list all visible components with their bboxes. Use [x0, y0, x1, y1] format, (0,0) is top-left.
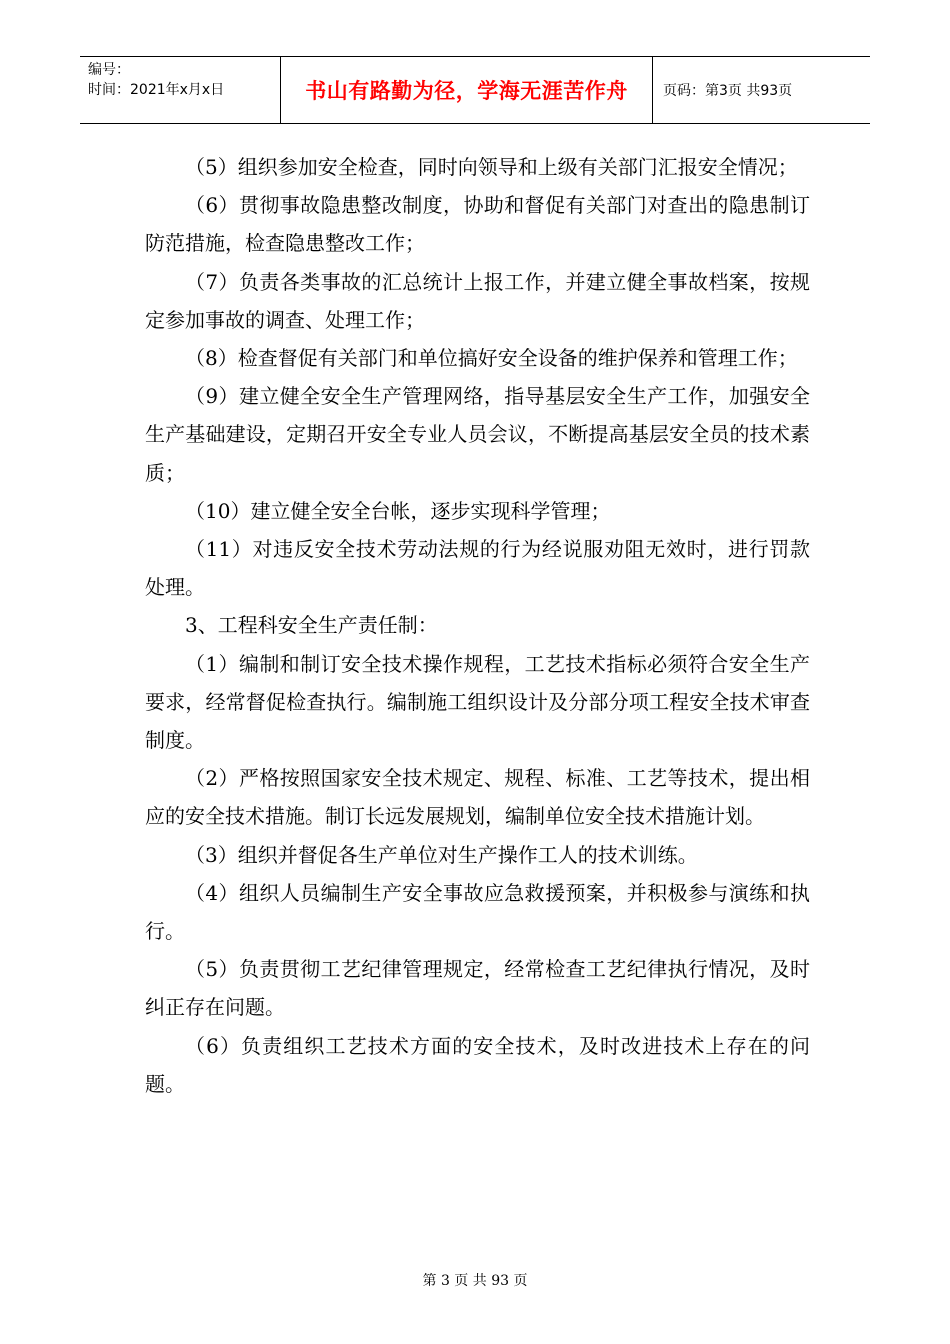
header-motto: 书山有路勤为径，学海无涯苦作舟 [281, 57, 653, 123]
section-heading: 3、工程科安全生产责任制： [185, 613, 438, 638]
paragraph: （10）建立健全安全台帐，逐步实现科学管理； [185, 498, 611, 523]
serial-label: 编号： [88, 62, 130, 78]
paragraph: （7）负责各类事故的汇总统计上报工作，并建立健全事故档案，按规定参加事故的调查、处理工作； [145, 269, 810, 332]
document-header [80, 56, 870, 124]
document-body [145, 148, 810, 1103]
paragraph: （5）负责贯彻工艺纪律管理规定，经常检查工艺纪律执行情况，及时纠正存在问题。 [145, 957, 810, 1020]
paragraph: （6）负责组织工艺技术方面的安全技术，及时改进技术上存在的问题。 [145, 1033, 810, 1096]
page-footer: 第 3 页 共 93 页 [422, 1273, 528, 1289]
date-label: 时间：2021年x月x日 [88, 82, 225, 98]
paragraph: （3）组织并督促各生产单位对生产操作工人的技术训练。 [185, 842, 698, 867]
paragraph: （9）建立健全安全生产管理网络，指导基层安全生产工作，加强安全生产基础建设，定期召开安全专业人员会议，不断提高基层安全员的技术素质； [145, 384, 810, 485]
paragraph: （1）编制和制订安全技术操作规程，工艺技术指标必须符合安全生产要求，经常督促检查执行。编制施工组织设计及分部分项工程安全技术审查制度。 [145, 651, 810, 753]
paragraph: （2）严格按照国家安全技术规定、规程、标准、工艺等技术，提出相应的安全技术措施。制订长远发展规划，编制单位安全技术措施计划。 [145, 766, 810, 829]
header-page-info: 页码：第3页 共93页 [663, 83, 793, 99]
paragraph: （11）对违反安全技术劳动法规的行为经说服劝阻无效时，进行罚款处理。 [145, 537, 810, 600]
paragraph: （8）检查督促有关部门和单位搞好安全设备的维护保养和管理工作； [185, 346, 798, 371]
paragraph: （5）组织参加安全检查，同时向领导和上级有关部门汇报安全情况； [185, 155, 798, 179]
paragraph: （6）贯彻事故隐患整改制度，协助和督促有关部门对查出的隐患制订防范措施，检查隐患整改工作； [145, 193, 810, 256]
paragraph: （4）组织人员编制生产安全事故应急救援预案，并积极参与演练和执行。 [145, 880, 810, 944]
header-meta-cell [80, 57, 281, 123]
